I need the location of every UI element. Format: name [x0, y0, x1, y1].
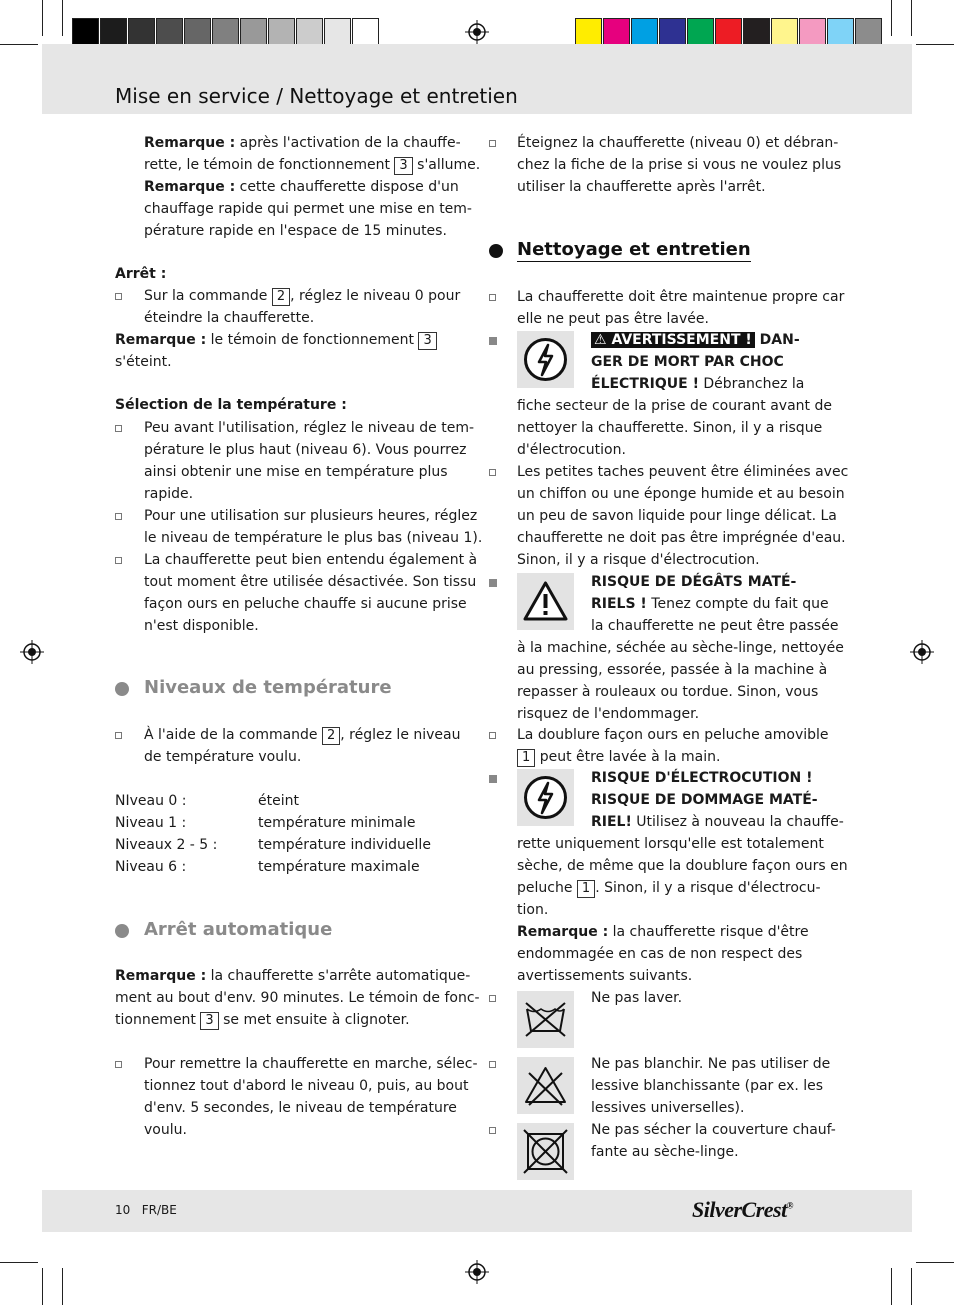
registration-mark-icon [465, 1260, 489, 1284]
text-line: sèche, de même que la doublure façon ours en [517, 858, 848, 874]
color-swatch [575, 18, 602, 45]
list-item: Sur la commande 2 , réglez le niveau 0 pour [144, 288, 461, 304]
text-line: d'électrocution. [517, 442, 626, 458]
section-heading: Nettoyage et entretien [517, 239, 751, 260]
note-paragraph: Remarque : la chaufferette risque d'être [517, 924, 809, 940]
list-item: À l'aide de la commande 2 , réglez le niveau [144, 727, 461, 743]
text-line: Ne pas sécher la couverture chauf- [591, 1122, 836, 1138]
list-item: La doublure façon ours en peluche amovible [517, 727, 829, 743]
color-swatch [715, 18, 742, 45]
text-line: tout moment être utilisée désactivée. Son tissu [144, 574, 477, 590]
text-line: La chaufferette peut bien entendu également à [144, 552, 478, 568]
section-heading: Niveaux de température [144, 677, 392, 698]
text-line: un chiffon ou une éponge humide et au besoin [517, 486, 845, 502]
text-line: Ne pas laver. [591, 990, 683, 1006]
text-line: le niveau de température le plus bas (niveau 1). [144, 530, 483, 546]
text-line: RIEL! Utilisez à nouveau la chauffe- [591, 814, 844, 830]
registration-mark-icon [910, 640, 934, 664]
text-line: risquez de l'endommager. [517, 706, 700, 722]
text-line: tionnement 3 se met ensuite à clignoter. [115, 1012, 410, 1028]
gray-swatch [240, 18, 267, 45]
color-swatch [687, 18, 714, 45]
gray-swatch [72, 18, 99, 45]
subheading: Sélection de la température : [115, 397, 347, 413]
warning-triangle-icon: ⚠ [594, 332, 607, 348]
warning-title: GER DE MORT PAR CHOC [591, 354, 784, 370]
note-paragraph: Remarque : la chaufferette s'arrête automatique- [115, 968, 471, 984]
note-paragraph: Remarque : cette chaufferette dispose d'un [144, 179, 459, 195]
gray-swatch [128, 18, 155, 45]
gray-swatch [184, 18, 211, 45]
text-line: chaufferette ne doit pas être imprégnée d'eau. [517, 530, 846, 546]
text-line: tionnez tout d'abord le niveau 0, puis, au bout [144, 1078, 469, 1094]
checkbox-bullet [115, 513, 122, 520]
color-swatch [603, 18, 630, 45]
color-swatch [771, 18, 798, 45]
warning-title: ⚠ AVERTISSEMENT ! DAN- [591, 329, 800, 351]
text-line: s'éteint. [115, 354, 172, 370]
text-line: d'env. 5 secondes, le niveau de température [144, 1100, 457, 1116]
registration-mark-icon [20, 640, 44, 664]
color-swatch [799, 18, 826, 45]
text-line: Pour une utilisation sur plusieurs heures, réglez [144, 508, 478, 524]
color-swatch [631, 18, 658, 45]
section-bullet-icon [115, 924, 129, 938]
warning-bullet [489, 579, 497, 587]
gray-swatch [352, 18, 379, 45]
text-line: rapide. [144, 486, 194, 502]
checkbox-bullet [489, 294, 496, 301]
level-value: température maximale [258, 859, 420, 875]
text-line: pérature le plus haut (niveau 6). Vous pourrez [144, 442, 467, 458]
caution-warning-icon [517, 573, 574, 630]
checkbox-bullet [489, 140, 496, 147]
gray-swatch [212, 18, 239, 45]
level-label: Niveau 6 : [115, 859, 187, 875]
text-line: ainsi obtenir une mise en température plus [144, 464, 448, 480]
text-line: chauffage rapide qui permet une mise en tem- [144, 201, 472, 217]
text-line: éteindre la chaufferette. [144, 310, 315, 326]
text-line: chez la fiche de la prise si vous ne voulez plus [517, 157, 842, 173]
text-line: ment au bout d'env. 90 minutes. Le témoin de fonc- [115, 990, 480, 1006]
warning-label: ⚠ AVERTISSEMENT ! [591, 332, 755, 348]
text-line: elle ne peut pas être lavée. [517, 311, 709, 327]
note-paragraph: Remarque : après l'activation de la chauffe- [144, 135, 461, 151]
level-label: Niveau 1 : [115, 815, 187, 831]
text-line: repasser à rouleaux ou tordue. Sinon, vous [517, 684, 819, 700]
checkbox-bullet [115, 293, 122, 300]
text-line: façon ours en peluche chauffe si aucune prise [144, 596, 467, 612]
text-line: avertissements suivants. [517, 968, 693, 984]
checkbox-bullet [489, 1061, 496, 1068]
checkbox-bullet [489, 1127, 496, 1134]
gray-swatch [100, 18, 127, 45]
brand-logo: SilverCrest® [692, 1197, 793, 1222]
text-line: lessive blanchissante (par ex. les [591, 1078, 824, 1094]
text-line: peluche 1 . Sinon, il y a risque d'électrocu- [517, 880, 821, 896]
warning-title: RISQUE DE DOMMAGE MATÉ- [591, 792, 818, 808]
color-swatch [855, 18, 882, 45]
text-line: un peu de savon liquide pour linge délicat. La [517, 508, 837, 524]
electric-shock-warning-icon [517, 331, 574, 388]
text-line: RIELS ! Tenez compte du fait que [591, 596, 829, 612]
page-number: 10 FR/BE [115, 1203, 177, 1217]
text-line: ÉLECTRIQUE ! Débranchez la [591, 376, 805, 392]
gray-swatch [296, 18, 323, 45]
checkbox-bullet [115, 732, 122, 739]
text-line: pérature rapide en l'espace de 15 minutes. [144, 223, 447, 239]
text-line: Peu avant l'utilisation, réglez le niveau de tem- [144, 420, 475, 436]
text-line: rette uniquement lorsqu'elle est totalement [517, 836, 824, 852]
text-line: au pressing, essorée, passée à la machine à [517, 662, 828, 678]
text-line: Sinon, il y a risque d'électrocution. [517, 552, 760, 568]
text-line: Ne pas blanchir. Ne pas utiliser de [591, 1056, 831, 1072]
section-bullet-icon [115, 682, 129, 696]
level-value: éteint [258, 793, 299, 809]
checkbox-bullet [115, 557, 122, 564]
text-line: voulu. [144, 1122, 187, 1138]
text-line: à la machine, séchée au sèche-linge, nettoyée [517, 640, 844, 656]
checkbox-bullet [489, 732, 496, 739]
text-line: fante au sèche-linge. [591, 1144, 739, 1160]
section-heading: Arrêt automatique [144, 919, 333, 940]
gray-swatch [156, 18, 183, 45]
section-bullet-icon [489, 244, 503, 258]
level-label: Niveaux 2 - 5 : [115, 837, 218, 853]
gray-swatch [324, 18, 351, 45]
text-line: Pour remettre la chaufferette en marche, sélec- [144, 1056, 478, 1072]
color-swatch [743, 18, 770, 45]
text-line: 1 peut être lavée à la main. [517, 746, 720, 768]
do-not-bleach-icon [517, 1057, 574, 1114]
checkbox-bullet [115, 425, 122, 432]
text-line: nettoyer la chaufferette. Sinon, il y a risque [517, 420, 823, 436]
text-line: Les petites taches peuvent être éliminées avec [517, 464, 849, 480]
checkbox-bullet [489, 469, 496, 476]
do-not-wash-icon [517, 991, 574, 1048]
color-swatch [827, 18, 854, 45]
subheading: Arrêt : [115, 266, 167, 282]
text-line: Éteignez la chaufferette (niveau 0) et débran- [517, 135, 839, 151]
level-value: température individuelle [258, 837, 431, 853]
level-value: température minimale [258, 815, 416, 831]
warning-bullet [489, 337, 497, 345]
do-not-tumble-dry-icon [517, 1123, 574, 1180]
checkbox-bullet [115, 1061, 122, 1068]
electric-shock-warning-icon [517, 769, 574, 826]
checkbox-bullet [489, 995, 496, 1002]
registration-mark-icon [465, 20, 489, 44]
level-label: NIveau 0 : [115, 793, 187, 809]
warning-bullet [489, 775, 497, 783]
page-title: Mise en service / Nettoyage et entretien [115, 84, 518, 108]
text-line: n'est disponible. [144, 618, 259, 634]
warning-title: RISQUE D'ÉLECTROCUTION ! [591, 770, 813, 786]
gray-swatch [268, 18, 295, 45]
note-paragraph: Remarque : le témoin de fonctionnement 3 [115, 329, 437, 351]
text-line: utiliser la chaufferette après l'arrêt. [517, 179, 766, 195]
text-line: tion. [517, 902, 549, 918]
text-line: lessives universelles). [591, 1100, 745, 1116]
text-line: La chaufferette doit être maintenue propre car [517, 289, 845, 305]
color-swatch [659, 18, 686, 45]
text-line: fiche secteur de la prise de courant avant de [517, 398, 832, 414]
text-line: endommagée en cas de non respect des [517, 946, 803, 962]
warning-title: RISQUE DE DÉGÂTS MATÉ- [591, 574, 797, 590]
note-paragraph: rette, le témoin de fonctionnement 3 s'allume. [144, 157, 481, 173]
text-line: la chaufferette ne peut être passée [591, 618, 839, 634]
text-line: de température voulu. [144, 749, 302, 765]
